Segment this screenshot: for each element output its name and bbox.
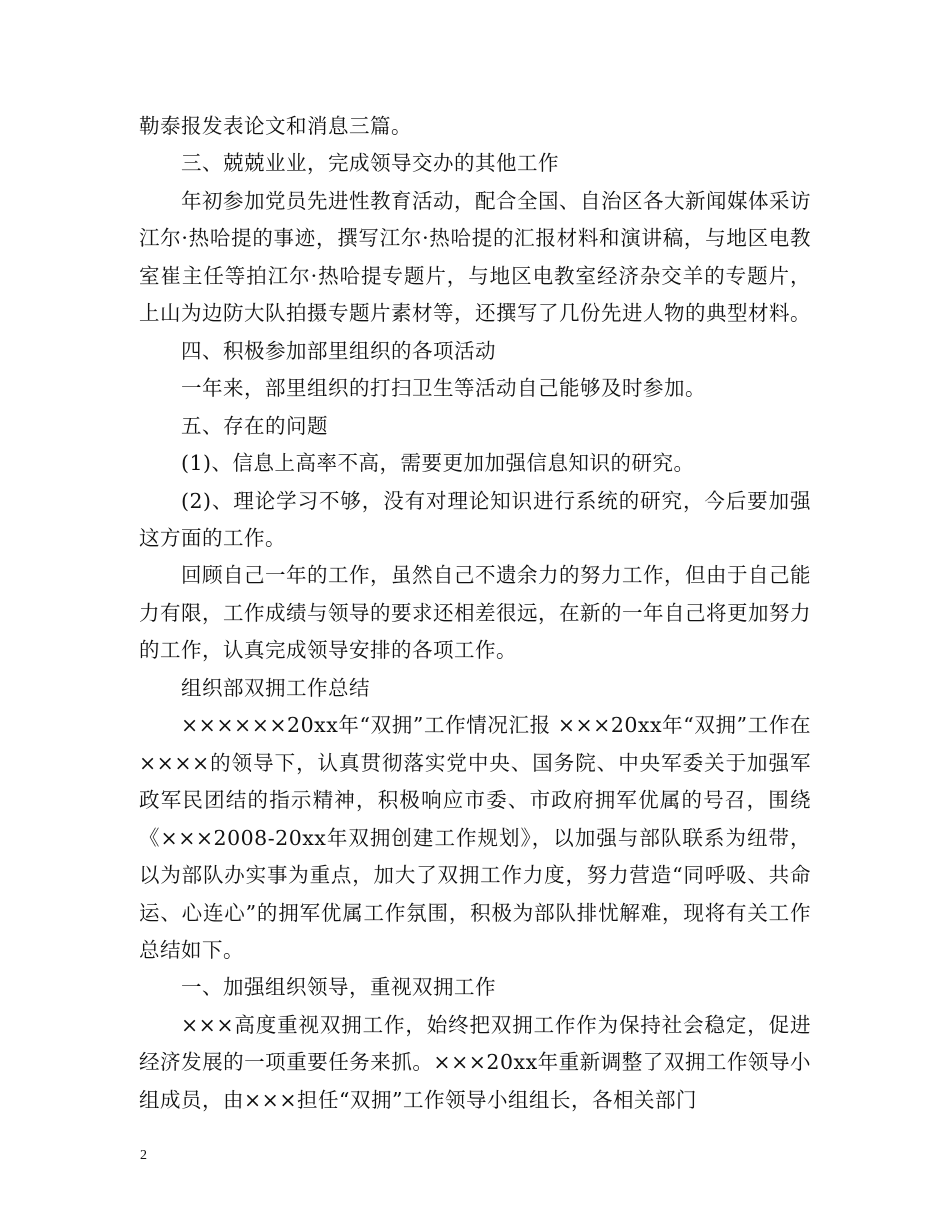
section-heading: 五、存在的问题	[181, 413, 328, 438]
section-heading: 三、兢兢业业，完成领导交办的其他工作	[181, 151, 559, 176]
section-heading: 一、加强组织领导，重视双拥工作	[181, 975, 496, 1000]
list-item: (2)、理论学习不够，没有对理论知识进行系统的研究，今后要加强这方面的工作。	[139, 488, 811, 550]
paragraph: ×××高度重视双拥工作，始终把双拥工作作为保持社会稳定，促进经济发展的一项重要任务来抓。×××20xx年重新调整了双拥工作领导小组成员，由×××担任“双拥”工作领导小组组长，各相关部门	[139, 1012, 811, 1112]
paragraph: 勒泰报发表论文和消息三篇。	[139, 114, 412, 138]
document-body	[139, 108, 811, 1119]
paragraph: 一年来，部里组织的打扫卫生等活动自己能够及时参加。	[181, 376, 706, 401]
paragraph: 年初参加党员先进性教育活动，配合全国、自治区各大新闻媒体采访江尔·热哈提的事迹，撰写江尔·热哈提的汇报材料和演讲稿，与地区电教室崔主任等拍江尔·热哈提专题片，与地区电教室经济杂交羊的专题片，上山为边防大队拍摄专题片素材等，还撰写了几份先进人物的典型材料。	[139, 188, 811, 326]
document-title: 组织部双拥工作总结	[181, 675, 370, 700]
section-heading: 四、积极参加部里组织的各项活动	[181, 338, 496, 363]
list-item: (1)、信息上高率不高，需要更加加强信息知识的研究。	[181, 451, 695, 476]
paragraph: 回顾自己一年的工作，虽然自己不遗余力的努力工作，但由于自己能力有限，工作成绩与领导的要求还相差很远，在新的一年自己将更加努力的工作，认真完成领导安排的各项工作。	[139, 563, 811, 663]
page-number: 2	[140, 1148, 147, 1163]
paragraph: ××××××20xx年“双拥”工作情况汇报 ×××20xx年“双拥”工作在××××的领导下，认真贯彻落实党中央、国务院、中央军委关于加强军政军民团结的指示精神，积极响应市委、市政府拥军优属的号召，围绕《×××2008-20xx年双拥创建工作规划》，以加强与部队联系为纽带，以为部队办实事为重点，加大了双拥工作力度，努力营造“同呼吸、共命运、心连心”的拥军优属工作氛围，积极为部队排忧解难，现将有关工作总结如下。	[139, 713, 811, 962]
